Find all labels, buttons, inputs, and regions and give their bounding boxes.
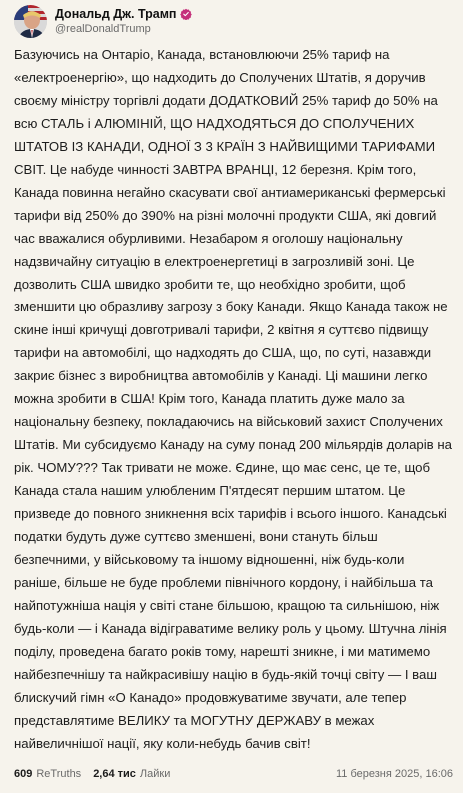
likes-label: Лайки bbox=[139, 768, 171, 780]
retruths-count: 609 bbox=[14, 768, 33, 780]
avatar[interactable] bbox=[14, 5, 47, 38]
retruths-label: ReTruths bbox=[36, 768, 82, 780]
post-header bbox=[14, 3, 192, 39]
author-handle[interactable]: @realDonaldTrump bbox=[55, 22, 151, 35]
author-names bbox=[55, 6, 192, 37]
author-display-name[interactable]: Дональд Дж. Трамп bbox=[55, 6, 177, 21]
avatar-image bbox=[14, 5, 47, 38]
post-timestamp[interactable]: 11 березня 2025, 16:06 bbox=[335, 768, 453, 780]
post-text: Базуючись на Онтаріо, Канада, встановлюючи 25% тариф на «електроенергію», що надходить до Сполучених Штатів, я доручив своєму міністру торгівлі додати ДОДАТКОВИЙ 25% тариф до 50% на всю СТАЛЬ і АЛЮМІНІЙ, ЩО НАДХОДЯТЬСЯ ДО СПОЛУЧЕНИХ ШТАТОВ ІЗ КАНАДИ, ОДНОЇ З 3 КРАЇН З НАЙВИЩИМИ ТАРИФАМИ СВІТ. Це набуде чинності ЗАВТРА ВРАНЦІ, 12 березня. Крім того, Канада повинна негайно скасувати свої антиамериканські фермерські тарифи від 250% до 390% на різні молочні продукти США, які довгий час вважалися обурливими. Незабаром я оголошу національну надзвичайну ситуацію в електроенергетиці в загрозливій зоні. Це дозволить США швидко зробити те, що необхідно зробити, щоб зменшити цю образливу загрозу з боку Канади. Якщо Канада також не скине інші кричущі довготривалі тарифи, 2 квітня я суттєво підвищу тарифи на автомобілі, що надходять до США, що, по суті, назавжди закриє бізнес з виробництва автомобілів у Канаді. Ці машини легко можна зробити в США! Крім того, Канада платить дуже мало за національну безпеку, покладаючись на військовий захист Сполучених Штатів. Ми субсидуємо Канаду на суму понад 200 мільярдів доларів на рік. ЧОМУ??? Так тривати не може. Єдине, що має сенс, це те, щоб Канада стала нашим улюбленим П'ятдесят першим штатом. Це призведе до повного зникнення всіх тарифів і всього іншого. Канадські податки будуть дуже суттєво зменшені, вони стануть більш безпечними, у військовому та іншому відношенні, ніж будь-коли раніше, більше не буде проблеми північного кордону, і найбільша та найпотужніша нація у світі стане більшою, кращою та сильнішою, ніж будь-коли — і Канада відіграватиме велику роль у цьому. Штучна лінія поділу, проведена багато років тому, нарешті зникне, і ми матимемо найбезпечнішу та найкрасивішу націю в будь-якій точці світу — І ваш блискучий гімн «О Канадо» продовжуватиме звучати, але тепер представлятиме ВЕЛИКУ та МОГУТНУ ДЕРЖАВУ в межах найвеличнішої нації, яку коли-небудь бачив світ! bbox=[14, 47, 452, 751]
likes-stat[interactable] bbox=[93, 768, 170, 780]
post-footer bbox=[14, 765, 453, 783]
likes-count: 2,64 тис bbox=[93, 768, 136, 780]
verified-badge-icon bbox=[180, 8, 192, 20]
retruths-stat[interactable] bbox=[14, 768, 81, 780]
display-name-row bbox=[55, 6, 192, 22]
